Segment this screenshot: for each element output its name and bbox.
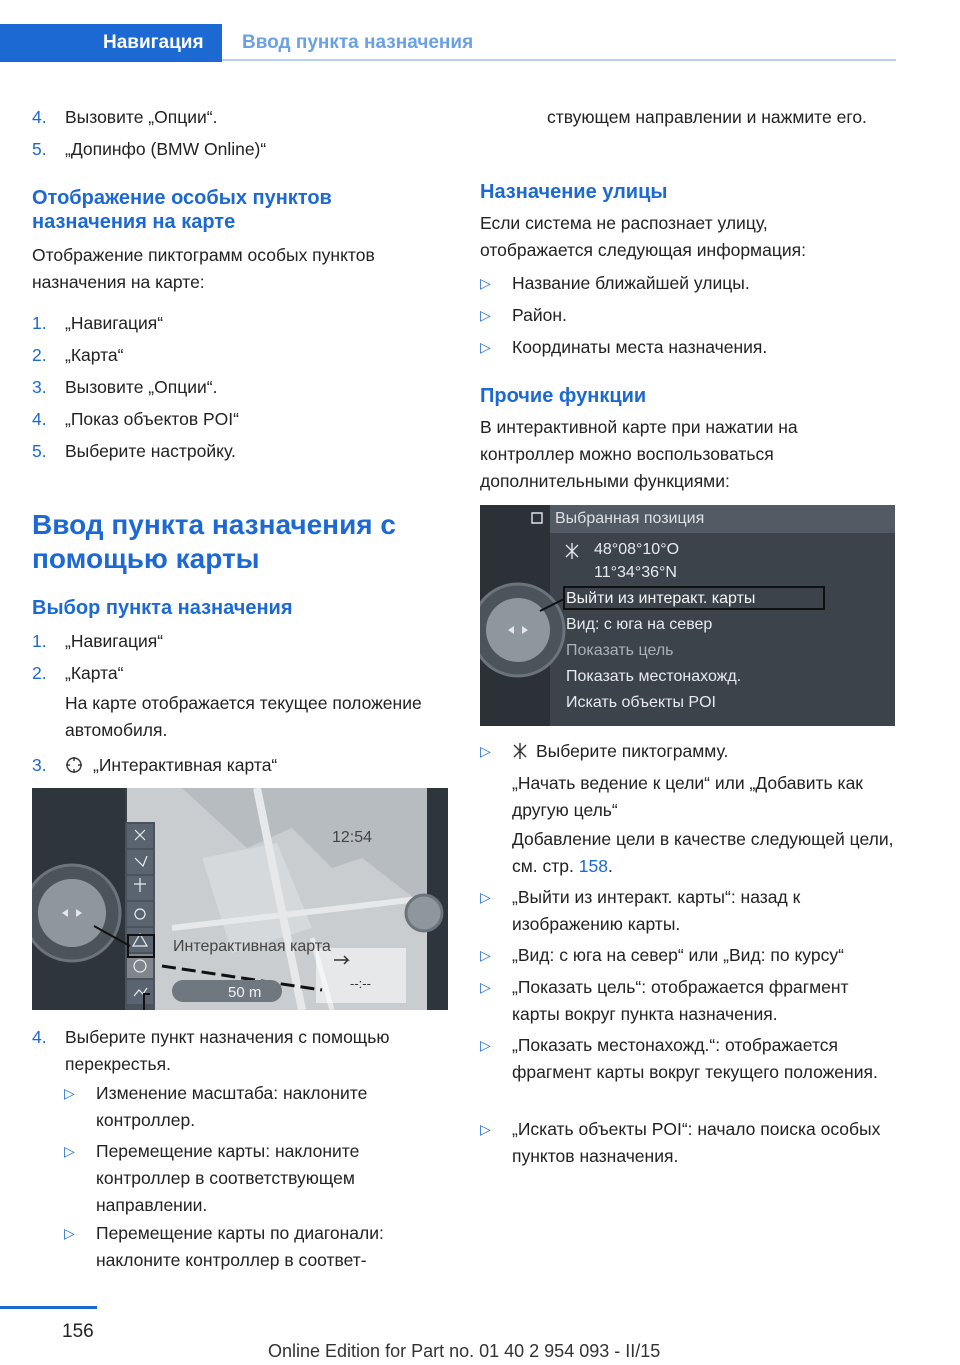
- triangle-bullet-icon: ▷: [480, 307, 491, 323]
- map-time: 12:54: [332, 829, 373, 846]
- crosshair-icon: [65, 756, 83, 774]
- triangle-bullet-icon: ▷: [64, 1085, 75, 1101]
- triangle-bullet-icon: ▷: [64, 1143, 75, 1159]
- edition-note: Online Edition for Part no. 01 40 2 954 093 - II/15: [268, 1341, 661, 1361]
- header-rule: [222, 59, 896, 61]
- triangle-bullet-icon: ▷: [480, 1121, 491, 1137]
- bullet-continuation: „Начать ведение к цели“ или „Добавить как другую цель“: [512, 773, 863, 820]
- bullet-continuation: Добавление цели в качестве следующей цели, см. стр. 158.: [512, 829, 894, 876]
- page-header: [0, 0, 960, 62]
- menu-item-exit[interactable]: Выйти из интеракт. карты: [566, 590, 756, 607]
- triangle-bullet-icon: ▷: [480, 947, 491, 963]
- triangle-bullet-icon: ▷: [480, 889, 491, 905]
- coord-lon: 11°34°36°N: [594, 564, 677, 581]
- screen-title: Выбранная позиция: [555, 510, 705, 527]
- paragraph-other: В интерактивной карте при нажатии на контроллер можно воспользоваться дополнительными функциями:: [480, 417, 798, 491]
- map-eta: --:--: [350, 976, 371, 991]
- triangle-bullet-icon: ▷: [480, 275, 491, 291]
- page-link[interactable]: 158: [578, 856, 608, 876]
- triangle-bullet-icon: ▷: [64, 1225, 75, 1241]
- map-label: Интерактивная карта: [173, 938, 331, 955]
- coord-lat: 48°08°10°O: [594, 541, 680, 558]
- menu-item-show-location[interactable]: Показать местонахожд.: [566, 668, 742, 685]
- menu-item-show-target[interactable]: Показать цель: [566, 642, 674, 659]
- paragraph-street: Если система не распознает улицу, отображается следующая информация:: [480, 213, 806, 260]
- heading-poi: Отображение особых пунктов назначения на карте: [32, 187, 332, 233]
- selected-position-screenshot: [480, 505, 895, 726]
- continued-text: ствующем направлении и нажмите его.: [547, 107, 867, 127]
- map-scale: 50 m: [228, 984, 262, 1001]
- paragraph-poi: Отображение пиктограмм особых пунктов назначения на карте:: [32, 245, 375, 292]
- menu-item-poi[interactable]: Искать объекты POI: [566, 694, 716, 711]
- heading-street: Назначение улицы: [480, 181, 668, 203]
- heading-other: Прочие функции: [480, 385, 647, 407]
- heading-select: Выбор пункта назначения: [32, 597, 293, 619]
- subsection-title: Ввод пункта назначения: [242, 32, 474, 53]
- triangle-bullet-icon: ▷: [480, 979, 491, 995]
- section-tab: Навигация: [0, 24, 222, 62]
- triangle-bullet-icon: ▷: [480, 339, 491, 355]
- flag-icon: [512, 743, 528, 759]
- heading-main: Ввод пункта назначения с помощью карты: [32, 509, 396, 574]
- page-number: 156: [62, 1321, 94, 1342]
- triangle-bullet-icon: ▷: [480, 1037, 491, 1053]
- menu-item-view[interactable]: Вид: с юга на север: [566, 616, 713, 633]
- triangle-bullet-icon: ▷: [480, 743, 491, 759]
- interactive-map-screenshot: [32, 788, 448, 1010]
- footer-rule: [0, 1306, 97, 1309]
